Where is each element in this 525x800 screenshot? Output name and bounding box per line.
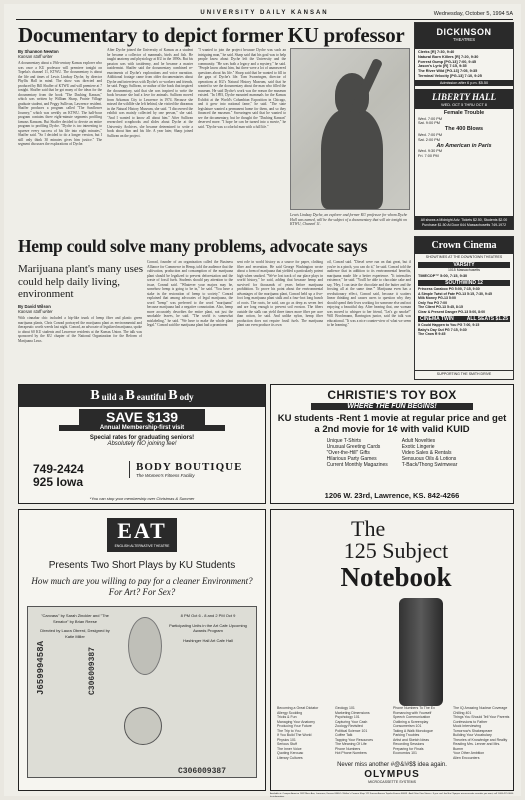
- subject: Building Your Vocabulary: [453, 733, 492, 737]
- subject: Alien Encounters: [453, 755, 480, 760]
- southwind-label: SOUTHWIND 12: [418, 280, 510, 286]
- cinema-twin-listing: It Could Happen to You PG 7:00, 9:15: [418, 323, 480, 328]
- subject: Allergy Scolding: [277, 710, 303, 715]
- subject: The IQ Amazing Nuclear Coverage: [453, 706, 508, 710]
- southwind-listing: Clear & Present Danger PG-13 5:00, 8:00: [418, 309, 486, 314]
- liberty-showtime: Sat. 2:00 PM: [418, 137, 440, 142]
- story2-byline-role: Kansan staff writer: [18, 309, 53, 314]
- body-boutique-brand: BODY BOUTIQUE: [136, 461, 243, 473]
- no-joining-fee: Absolutely NO joining fee!: [107, 441, 177, 447]
- eat-headline: Presents Two Short Plays by KU Students: [48, 560, 236, 571]
- newspaper-page: [4, 4, 521, 796]
- subject: Things You Should Tell Your Parents: [453, 715, 510, 719]
- cinema-twin-price: ALL SEATS $1.25: [466, 316, 508, 323]
- subject: Reading Mrs. Lenner and Mrs. Bumm: [453, 742, 501, 751]
- christies-items-right: [402, 438, 458, 468]
- story2-byline: By David Wilson: [18, 304, 51, 309]
- dickinson-title: DICKINSON: [436, 27, 492, 37]
- subject: Artist and Sketch Ideas: [393, 737, 429, 742]
- subject: Physics 101: [277, 737, 296, 742]
- liberty-hall-dates: WED. OCT 5 THRU OCT 8: [415, 103, 513, 109]
- christies-item: Adult Novelties: [401, 438, 436, 444]
- story1-byline: By Shannon Newton: [18, 49, 59, 54]
- body-boutique-address: 925 Iowa: [33, 475, 84, 489]
- story2-column-4: oil, Conrad said. "Diesel were run on that great, but if you're in a pinch, you can do it," he said. Conrad told the audience that in addition to its environmental benefits, marijuana made life a better experience. "It intensifies existence," he said. "You'll be able to chocolate cake and say, 'Hey, I can taste the chocolate and the butter and the frosting all at the same time.'" Marijuana even has a revolutionary effect, Conrad said, because it scatters linear thinking and causes users to question why they should spend their lives working for someone else and not enjoying a beautiful day. After hearing that, one woman was moved to whisper to her friend, "Let's go smoke!" Will Brochmann, Barrington junior, said the talk was educational. "It was a nice counter-view of what we seem to be learning.": [327, 260, 411, 327]
- title-letter: B: [125, 388, 135, 403]
- southwind-listing: Princess Caraboo PG 5:00, 7:15, 9:30: [418, 287, 480, 292]
- liberty-showtime: Fri. 7:00 PM: [418, 154, 439, 159]
- eat-logo: EAT: [117, 518, 167, 543]
- crown-cinema-subtitle: SHOWTIMES AT THE DOWNTOWN THEATRES: [425, 255, 503, 259]
- subject: Phone Numbers: [335, 746, 361, 751]
- subject: Speech Communication: [393, 715, 431, 719]
- subject: Producing Your Future: [277, 724, 312, 728]
- save-banner: SAVE $139: [79, 409, 205, 425]
- subject: Recording Sessions: [393, 742, 425, 746]
- eat-dates: 8 PM Oct 6 - 8 and 2 PM Oct 9: [180, 613, 236, 618]
- story2-column-1: With cinnabar chic included a hip-like trunk of hemp fiber and plastic green marijuana plants, Chris Conrad portrayed the marijuana plant as environmental and therapeutic worth weeds last night. Conrad, an advocate of legalized marijuana, spoke to about 60 KU students and Lawrence residents at the Kansas Union. The talk was sponsored by the KU chapter of the National Organization for the Reform of Marijuana Laws.: [18, 316, 142, 343]
- subject: Tapping Your Resources: [335, 737, 373, 742]
- southwind-listing: A Simple Twist of Fate PG-13 5:15, 7:30, 9:45: [418, 291, 492, 296]
- subject: Consumerism 101: [393, 724, 422, 728]
- subject: Economics 101: [393, 751, 417, 755]
- treasury-seal: [124, 707, 162, 745]
- subject: Theories of Knowledge and Reality: [453, 737, 508, 742]
- christies-item: Unusual Greeting Cards: [326, 444, 381, 450]
- title-word: eautiful: [136, 392, 167, 402]
- story1-column-1: A documentary about a 19th-century Kansas explorer who was once a KU professor will premiere tonight on Topeka's channel 11, KTWU. The documentary is about the life and times of Lewis Lindsay Dyche, by director Phyllis Hall in mind. The show was directed and produced by Bill Shaffer of KTWU and will premiere at 7 tonight. Shaffer said that he got many of the ideas for the documentary from the book "The Dashing Kansan," which was written by William Sharp, Prairie Village graduate student, and Peggy Sullivan, Lawrence resident. Shaffer produces a program called "The Sunflower Journey," which was weekly on KTWU. The half-hour program contains three eight-minute segments profiling famous Kansans. But Shaffer decided to devote an entire program to profiling Dyche. "Dyche is too interesting to squeeze every success of his life into eight minutes," Shaffer said. "So I decided to do a longer version, but I still only think 30 minutes gives him justice." The segment discusses the explorations of Dyche.: [18, 61, 102, 146]
- eat-question: How much are you willing to pay for a cleaner Environment? For Art? For Sex?: [31, 576, 253, 597]
- subject: Outlining a Screenplay: [393, 719, 429, 724]
- subject: Mock Interviewing: [453, 724, 482, 728]
- christies-items-left: [327, 438, 388, 468]
- notebook-subjects-col-2: [335, 706, 391, 756]
- dickinson-subtitle: THEATRES: [452, 37, 476, 42]
- notebook-subjects-col-3: [393, 706, 451, 756]
- body-boutique-title: [19, 385, 265, 407]
- story2-subhead: Marijuana plant's many uses could help daily living, environment: [18, 263, 144, 300]
- dickinson-listing: Terminal Velocity [PG-13] 7:10, 9:25: [418, 73, 482, 78]
- masthead: [16, 8, 513, 20]
- title-letter: B: [90, 388, 100, 403]
- christies-title: CHRISTIE'S TOY BOX: [327, 388, 457, 402]
- dickinson-listing: Forrest Gump [PG-13] 7:00, 9:45: [418, 59, 477, 64]
- varsity-listing: TIMECOP™ 5:00, 7:15, 9:30: [418, 273, 468, 278]
- photo-caption: Lewis Lindsay Dyche, an explorer and former KU professor for whom Dyche Hall was named, will be the subject of a documentary that will air tonight on KTWU, Channel 11.: [290, 213, 408, 227]
- subject: Quoting Kerouac: [277, 751, 304, 755]
- subject: Marketing Dimensions: [335, 710, 370, 715]
- theatre-listings-sidebar: [414, 22, 514, 230]
- subject: Romancing with Yourself: [393, 710, 432, 715]
- liberty-hall-footer: All shows a Midnight Adv. Tickets $2.50, Students $2.00 Purchase $1.50 At Door 644 Massachusetts 749-1972: [415, 216, 513, 229]
- dickinson-listing: Jason's Lyric [R] 7:15, 9:35: [418, 64, 467, 69]
- cinema-twin-listing: The Crow R 9:45: [418, 332, 446, 337]
- olympus-notebook-ad: [270, 509, 514, 791]
- notebook-title-2: Notebook: [340, 562, 452, 592]
- subject: Literary Cultures: [277, 755, 303, 760]
- christies-item: "Over-the-Hill" Gifts: [326, 450, 370, 456]
- liberty-show-3: An American in Paris: [436, 142, 492, 149]
- christies-item: Exotic Lingerie: [401, 444, 435, 450]
- southwind-listing: Milk Money PG-13 5:00: [418, 296, 456, 301]
- subject: Coffee Talk: [335, 733, 353, 737]
- olympus-tagline: Never miss another #@&!#$$ idea again.: [337, 762, 447, 768]
- notebook-the: The: [351, 516, 386, 541]
- body-boutique-fineprint: *You can stop your membership over Christmas & Summer: [89, 496, 195, 501]
- title-letter: B: [168, 388, 178, 403]
- subject: Becoming a Great Dictator: [277, 706, 319, 710]
- christies-tagline: WHERE THE FUN BEGINS!: [311, 403, 473, 410]
- subject: Psychology 101: [335, 715, 360, 719]
- dickinson-listing: The River Wild [PG-13] 7:05, 9:35: [418, 69, 478, 74]
- eat-play-titles: "Canvass" by Sarah Zinckler and "The Senator" by Brian Reese: [41, 613, 109, 624]
- christies-item: Video Sales & Rentals: [401, 450, 452, 456]
- dickinson-listings: [415, 49, 513, 80]
- cinema-twin-listings: [415, 322, 513, 338]
- southwind-listings: [415, 286, 513, 315]
- body-boutique-phone: 749-2424: [33, 462, 84, 476]
- notebook-subjects-col-1: [277, 706, 333, 760]
- bill-serial-3: C306009387: [178, 767, 227, 776]
- story2-column-3: sent role in world history as a source for paper, clothing fiber and recreation. He said George Washington wrote about a form of marijuana that yielded a particularly potent high when smoked. "We've lost track of our place plays in world history," he said, adding that because hemp and survived for thousands of years before marijuana prohibition. To prove his point about the environmental advantages of the marijuana plant, Conrad held up a five-foot long marijuana plant stalk and a four-foot long bunch of roots. The roots, he said, can go as deep as seven feet and are long enough to prevent soil erosion. The fibers outside the stalk can yield three times more fiber per acre than cotton, he said. And unlike nylon, hemp fiber production does not require fossil fuels. The marijuana plant can even produce its own: [237, 260, 323, 327]
- liberty-showtime: Wed. 7:00 PM: [418, 116, 442, 121]
- dickinson-listing: Natural Born Killers [R] 7:20, 9:30: [418, 54, 479, 59]
- christies-item: Hilarious Party Games: [326, 456, 377, 462]
- varsity-label: VARSITY: [418, 262, 510, 268]
- crown-cinema-footer: SUPPORTING THE SMITH DRIVE: [415, 370, 513, 378]
- story2-headline: Hemp could solve many problems, advocate says: [18, 236, 368, 256]
- southwind-listing: The Client PG-13 5:45, 8:15: [418, 305, 463, 310]
- subject: Geology 101: [335, 706, 355, 710]
- dyche-photo: [290, 48, 410, 210]
- subject: Political Science 101: [335, 728, 368, 733]
- eat-theatre-ad: [18, 509, 266, 791]
- christies-address: 1206 W. 23rd, Lawrence, KS. 842-4266: [324, 491, 460, 500]
- subject: Taking A Walk Monologue: [393, 728, 433, 733]
- subject: Hot Phone Numbers: [335, 751, 367, 755]
- crown-cinema-listings: [414, 236, 514, 380]
- subject: Managing Your Anatomy: [277, 719, 315, 724]
- crown-cinema-title: Crown Cinema: [415, 237, 513, 254]
- dickinson-header: [415, 23, 513, 49]
- subject: Serious Stuff: [277, 742, 297, 746]
- bill-serial-1: J65999458A: [36, 640, 46, 695]
- olympus-brand: OLYMPUS: [364, 769, 420, 780]
- notebook-title-1: 125 Subject: [343, 538, 449, 563]
- liberty-show-1: Female Trouble: [443, 109, 485, 116]
- dickinson-listing: Clerks [R] 7:30, 9:40: [418, 50, 455, 54]
- southwind-listing: Only You PG 7:00: [418, 300, 448, 305]
- subject: The Inner Voice: [277, 746, 302, 751]
- olympus-brand-sub: MICROCASSETTE SYSTEMS: [368, 780, 416, 784]
- liberty-showtime: Wed. 7:00 PM: [418, 132, 442, 137]
- dollar-bill-collage: [27, 606, 257, 778]
- story1-byline-role: Kansan staff writer: [18, 54, 53, 59]
- microcassette-recorder-image: [399, 598, 443, 706]
- christies-toy-box-ad: [270, 384, 514, 504]
- subject: If You Build The World: [277, 733, 312, 737]
- subject: Phone Numbers To The Ex: [393, 706, 435, 710]
- subject: Chilling 401: [453, 710, 472, 715]
- eat-play-credits: Directed by Laura Obrerd, Designed by Katie Miller: [40, 628, 110, 639]
- title-word: ody: [179, 392, 194, 402]
- body-boutique-ad: [18, 384, 266, 504]
- title-word: uild a: [101, 392, 124, 402]
- notebook-subjects-col-4: [453, 706, 511, 760]
- christies-item: Unique T-Shirts: [326, 438, 362, 444]
- story1-column-3: "I wanted to join the project because Dyche was such an intriguing man," he said. Sharp said that his goal was to help people know about Dyche left the University and the community. "He was both a legacy and a mystery," he said. "People know about him, but there were a lot of unanswered questions about his life." Sharp said that he wanted to fill in the gaps of Dyche's life. Tom Swearingen, director of operations at KU's Natural History Museum, said that he wanted to see the documentary about the man who filled the museum. He said Dyche's work was the reason the museum existed. "In 1893, Dyche mounted mammals for the Kansas Exhibit at the World's Columbian Exposition in Chicago, and it grew into national fame," he said. "The state legislature wanted a permanent home for them, and so they financed the museum." Swearingen said that he wanted to see the documentary, but he thought the "Dashing Kansan" deserved more. "I hope he can be turned into a movie," he said. "Dyche was a colorful man with a full life.": [198, 48, 286, 129]
- liberty-hall-title: LIBERTY HALL: [415, 89, 513, 103]
- subject: The Trip to You: [277, 728, 301, 733]
- special-rates: Special rates for graduating seniors!: [89, 435, 195, 441]
- liberty-showtime: Sat. 9:00 PM: [418, 121, 440, 126]
- liberty-show-2: The 400 Blows: [444, 126, 484, 133]
- masthead-paper-name: UNIVERSITY DAILY KANSAN: [200, 10, 329, 16]
- subject: Capturing Your Cash: [335, 719, 368, 724]
- subject: The Meaning Of Life: [335, 742, 367, 746]
- bill-portrait: [128, 617, 162, 675]
- liberty-showtime: Wed. 9:30 PM: [418, 149, 442, 154]
- christies-offer: KU students -Rent 1 movie at regular price and get a 2nd movie for 1¢ with valid KUID: [277, 413, 507, 435]
- dickinson-footer: Admission after 6 p.m. $5.50: [415, 80, 513, 86]
- subject: Preparing for Finals: [393, 746, 424, 751]
- story1-headline: Documentary to depict former KU professor: [18, 23, 405, 47]
- varsity-address: 1015 Massachusetts: [447, 267, 481, 272]
- story2-column-2: Conrad, founder of an organization called the Business Alliance for Commerce in Hemp, told the audience that the cultivation, production and consumption of the marijuana plant should be legalized to prevent deforestation and the waste of fossil fuels. Students should pay attention to the issue, Conrad said. "Whatever your majors may be, somehow hemp is going to be in," he said. "You have a stake in the restoration of hemp to society." Conrad explained that among advocates of legal marijuana, the word "hemp" was preferred to the word "marijuana" because marijuana had a negative connotation. Also, hemp more accurately describes the entire plant, not just the smokable leaves, he said. "The world is somewhat mislabeling," he said. "We have to make the whole plant legal." Conrad said the marijuana plant had a prominent: [147, 260, 233, 327]
- body-boutique-tagline: The Women's Fitness Facility: [136, 473, 195, 478]
- masthead-date-page: Wednesday, October 5, 1994 5A: [433, 11, 513, 17]
- eat-logo-sub: ENGLISH ALTERNATIVE THEATRE: [114, 544, 170, 548]
- subject: Parking Troubles: [393, 733, 420, 737]
- cinema-twin-label: CINEMA TWIN: [420, 316, 454, 323]
- eat-location-info: Participating Units in the Art Cafe Upcoming Awards Program: [169, 622, 247, 633]
- membership-line: Annual Membership-first visit: [59, 425, 225, 431]
- subject: Tricks & Fun: [277, 715, 297, 719]
- christies-item: T-Back/Thong Swimwear: [401, 462, 458, 468]
- subject: Tomorrow's Shakespeare: [453, 728, 493, 733]
- cinema-twin-listing: Baby's Day Out PG 7:15, 9:30: [418, 327, 467, 332]
- subject: Your Other Ambition: [453, 751, 485, 755]
- story1-column-2: After Dyche joined the University of Kansas as a student he became a collector of mammals, birds and fish. He taught anatomy and physiology at KU in the 1890s. But his passion was with taxidermy, and he became a master taxidermist. Shaffer said the documentary combined re-enactments of Dyche's explorations and voice narration. Additional footage came from older documentaries about Dyche and interviews with Dyche's co-workers and friends, he said. Peggy Sullivan, co-author of the book that inspired the documentary, said that she was inspired to write the book because she had a love for animals. Sullivan moved from Arkansas City to Lawrence in 1974. Because she missed the wildlife she left behind, she visited the dioramas in the Natural History Museum, she said. "I discovered the exhibit was mainly collected by one person," she said. "And I wanted to know all about him." After Sullivan researched scrapbooks and slides about Dyche at the University Archives, she became determined to write a book about him and his life. A year later, Sharp joined Sullivan on the project.: [107, 48, 193, 138]
- christies-item: Current Monthly Magazines: [326, 462, 388, 468]
- subject: Confessions to Father: [453, 719, 488, 724]
- subject: Zoology Revisited: [335, 724, 363, 728]
- olympus-footer: Available at: Campus America 1032 Mass Ave, Lawrence, Kansas 66044 • Walker's Camera Shop 121 Kansas Avenue Topeka Kansas 66603 • And Other Fine Stores • If you can't find the Olympus microcassette recorder you want, call 1-800-221-3000 for information.: [270, 793, 514, 798]
- eat-venue: Hashinger Hall Art Cafe Hall: [183, 637, 233, 643]
- bill-serial-2: C306009387: [88, 646, 97, 695]
- christies-item: Sensuous Oils & Lotions: [401, 456, 457, 462]
